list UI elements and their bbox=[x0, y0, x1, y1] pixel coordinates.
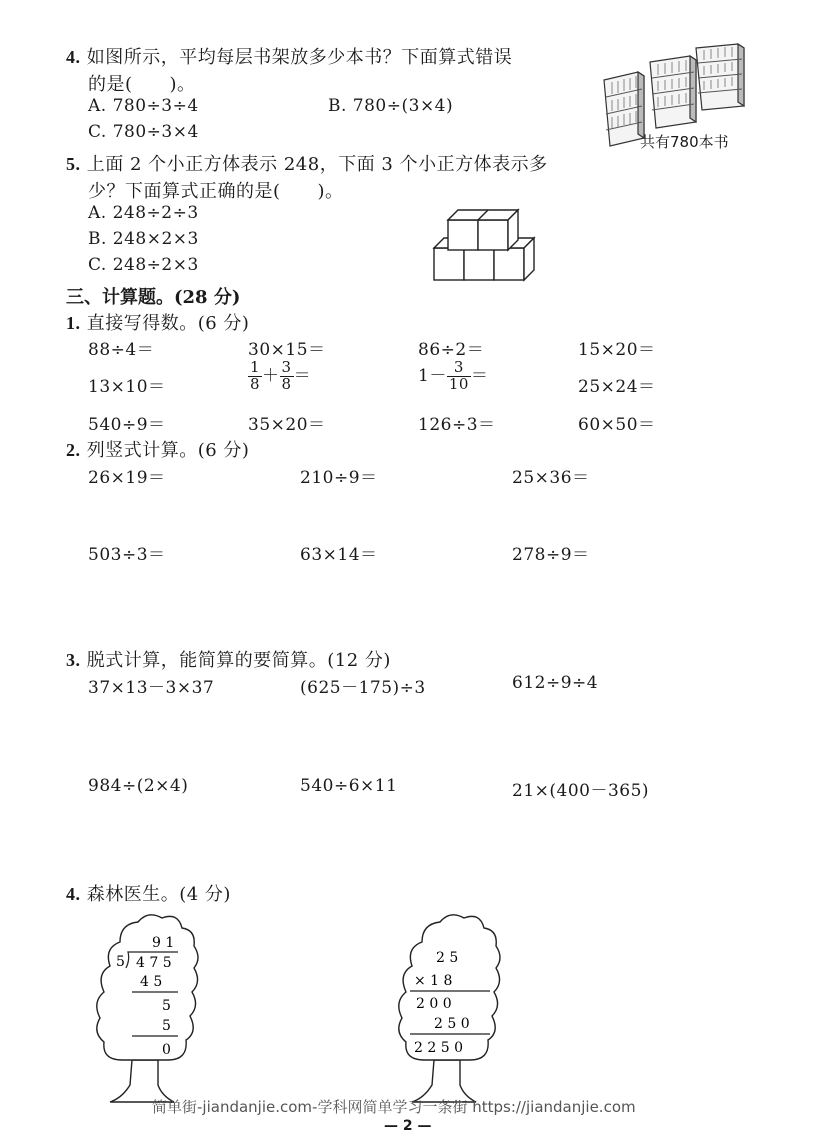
p1-r3-c2: 35×20＝ bbox=[248, 415, 326, 435]
q4-option-a[interactable]: A. 780÷3÷4 bbox=[88, 96, 199, 116]
p1-r2-c2 bbox=[248, 360, 311, 393]
p1-heading bbox=[66, 309, 249, 335]
q4-option-b[interactable]: B. 780÷(3×4) bbox=[328, 96, 454, 116]
p2-number: 2. bbox=[66, 440, 81, 460]
p3-number: 3. bbox=[66, 650, 81, 670]
p2-r1-c2: 210÷9＝ bbox=[300, 468, 378, 488]
p2-r1-c1: 26×19＝ bbox=[88, 468, 166, 488]
cubes-illustration bbox=[430, 200, 538, 286]
p3-r2-c1: 984÷(2×4) bbox=[88, 776, 189, 796]
tree2-partial-2: 2 5 0 bbox=[434, 1016, 470, 1032]
p1-r1-c1: 88÷4＝ bbox=[88, 340, 155, 360]
p1-number: 1. bbox=[66, 313, 81, 333]
footer-watermark: 简单街-jiandanjie.com-学科网简单学习一条街 https://jiandanjie.com bbox=[152, 1098, 636, 1116]
fraction-3-8 bbox=[280, 360, 294, 393]
tree1-step1: 4 5 bbox=[140, 974, 163, 990]
equals-sign: ＝ bbox=[293, 365, 312, 386]
p4-title: 森林医生。(4 分) bbox=[86, 884, 231, 905]
q5-option-b[interactable]: B. 248×2×3 bbox=[88, 229, 199, 249]
q5-option-c[interactable]: C. 248÷2×3 bbox=[88, 255, 199, 275]
p3-r1-c3: 612÷9÷4 bbox=[512, 673, 599, 693]
q5-text: 上面 2 个小正方体表示 248，下面 3 个小正方体表示多 bbox=[86, 154, 548, 175]
tree1-remainder: 0 bbox=[162, 1042, 171, 1058]
p1-r1-c2: 30×15＝ bbox=[248, 340, 326, 360]
page-number: — 2 — bbox=[384, 1118, 432, 1134]
q5-option-a[interactable]: A. 248÷2÷3 bbox=[88, 203, 199, 223]
p2-heading bbox=[66, 436, 249, 462]
p2-r2-c2: 63×14＝ bbox=[300, 545, 378, 565]
tree1-quotient: 9 1 bbox=[152, 935, 175, 951]
tree1-divisor: 5 bbox=[116, 954, 125, 970]
q5-number: 5. bbox=[66, 154, 81, 174]
tree-1-division bbox=[92, 910, 202, 1110]
p3-r2-c3: 21×(400－365) bbox=[512, 781, 650, 801]
p1-r2-c1: 13×10＝ bbox=[88, 377, 166, 397]
p2-r2-c1: 503÷3＝ bbox=[88, 545, 166, 565]
p1-r1-c4: 15×20＝ bbox=[578, 340, 656, 360]
fraction-3-10 bbox=[447, 360, 471, 393]
bookshelf-caption: 共有780本书 bbox=[640, 133, 729, 151]
p3-title: 脱式计算，能简算的要简算。(12 分) bbox=[86, 650, 391, 671]
frac-numerator: 3 bbox=[447, 360, 471, 377]
tree2-partial-1: 2 0 0 bbox=[416, 996, 452, 1012]
p2-r1-c3: 25×36＝ bbox=[512, 468, 590, 488]
p3-r1-c1: 37×13－3×37 bbox=[88, 678, 215, 698]
p4-heading bbox=[66, 880, 231, 906]
p1-r2-c4: 25×24＝ bbox=[578, 377, 656, 397]
q4-line2: 的是( )。 bbox=[88, 74, 196, 95]
p3-r1-c2: (625－175)÷3 bbox=[300, 678, 426, 698]
tree2-multiplier: × 1 8 bbox=[414, 973, 453, 989]
frac-numerator: 1 bbox=[250, 358, 261, 376]
p4-number: 4. bbox=[66, 884, 81, 904]
one-minus: 1－ bbox=[418, 365, 447, 386]
p1-r3-c3: 126÷3＝ bbox=[418, 415, 496, 435]
tree1-dividend: 4 7 5 bbox=[136, 955, 172, 971]
tree2-result: 2 2 5 0 bbox=[414, 1040, 463, 1056]
p1-r1-c3: 86÷2＝ bbox=[418, 340, 485, 360]
p1-title: 直接写得数。(6 分) bbox=[86, 313, 250, 334]
q4-number: 4. bbox=[66, 47, 81, 67]
frac-denominator: 8 bbox=[250, 374, 261, 393]
p1-r3-c1: 540÷9＝ bbox=[88, 415, 166, 435]
tree-2-multiplication bbox=[394, 910, 504, 1110]
plus-sign: ＋ bbox=[262, 365, 280, 386]
q5-line2: 少？下面算式正确的是( )。 bbox=[88, 181, 344, 202]
frac-numerator: 3 bbox=[281, 358, 292, 376]
frac-denominator: 8 bbox=[281, 374, 292, 393]
tree2-multiplicand: 2 5 bbox=[436, 950, 459, 966]
q4-option-c[interactable]: C. 780÷3×4 bbox=[88, 122, 199, 142]
frac-denominator: 10 bbox=[448, 374, 469, 393]
p3-heading bbox=[66, 646, 391, 672]
p1-r3-c4: 60×50＝ bbox=[578, 415, 656, 435]
tree1-step3: 5 bbox=[162, 1018, 171, 1034]
p1-r2-c3 bbox=[418, 360, 488, 393]
p2-r2-c3: 278÷9＝ bbox=[512, 545, 590, 565]
tree1-step2: 5 bbox=[162, 998, 171, 1014]
q4-text: 如图所示，平均每层书架放多少本书？下面算式错误 bbox=[86, 47, 513, 68]
p3-r2-c2: 540÷6×11 bbox=[300, 776, 398, 796]
fraction-1-8 bbox=[248, 360, 262, 393]
equals-sign: ＝ bbox=[470, 365, 489, 386]
q5-line1 bbox=[66, 150, 548, 176]
p2-title: 列竖式计算。(6 分) bbox=[86, 440, 250, 461]
q4-line1 bbox=[66, 43, 512, 69]
section-3-title: 三、计算题。(28 分) bbox=[66, 287, 241, 308]
